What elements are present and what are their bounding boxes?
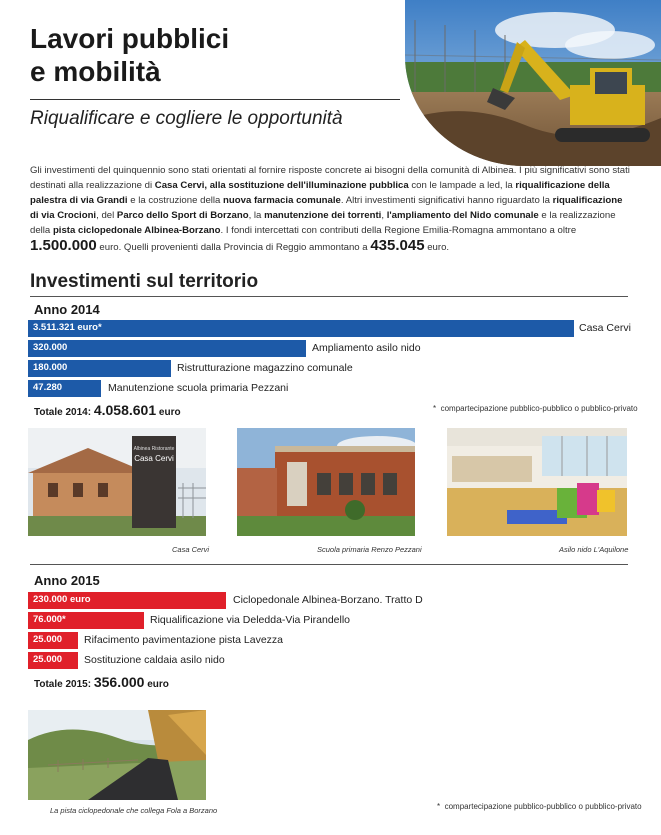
caption-ciclopedonale: La pista ciclopedonale che collega Fola a Borzano: [50, 806, 218, 815]
section-title: Investimenti sul territorio: [30, 271, 259, 292]
bar-2015-lavezza: [28, 632, 78, 649]
total-2014: Totale 2014: 4.058.601 euro: [34, 402, 181, 418]
bar-label: Ciclopedonale Albinea-Borzano. Tratto D: [233, 594, 423, 606]
casa-cervi-photo: [28, 428, 206, 536]
bar-label: Sostituzione caldaia asilo nido: [84, 654, 225, 666]
total-2015: Totale 2015: 356.000 euro: [34, 674, 169, 690]
page-subtitle: Riqualificare e cogliere le opportunità: [30, 108, 343, 129]
title-divider: [30, 99, 400, 100]
bar-value: 25.000: [33, 654, 63, 665]
bar-2015-caldaia: [28, 652, 78, 669]
bars-2014: [28, 320, 631, 400]
sign-line-2: Casa Cervi: [134, 454, 174, 463]
bar-value: 3.511.321 euro*: [33, 322, 102, 333]
asilo-nido-photo: [447, 428, 627, 536]
bar-value: 25.000: [33, 634, 63, 645]
bars-2015: [28, 592, 628, 672]
excavator-photo: [405, 0, 661, 166]
section-divider-2015: [30, 564, 628, 565]
bar-value: 47.280: [33, 382, 63, 393]
regional-funds-amount: 1.500.000: [30, 237, 97, 254]
title-line-1: Lavori pubblici: [30, 23, 230, 54]
bar-label: Manutenzione scuola primaria Pezzani: [108, 382, 289, 394]
intro-paragraph: Gli investimenti del quinquennio sono stati orientati al fornire risposte concrete ai bisogni della comunità di Albinea. I più significativi sono stati destinati alla realizzazione di Casa Cervi, alla sostituzione dell'illuminazione pubblica con le lampade a led, la riqualificazione della palestra di via Grandi e la costruzione della nuova farmacia comunale. Altri investimenti significativi hanno riguardato la riqualificazione di via Crocioni, del Parco dello Sport di Borzano, la manutenzione dei torrenti, l'ampliamento del Nido comunale e la realizzazione della pista ciclopedonale Albinea-Borzano. I fondi intercettati con contributi della Regione Emilia-Romagna ammontano a oltre 1.500.000 euro. Quelli provenienti dalla Provincia di Reggio ammontano a 435.045 euro.: [30, 165, 630, 254]
bar-label: Casa Cervi: [579, 322, 631, 334]
footnote-2014: * compartecipazione pubblico-pubblico o pubblico-privato: [433, 404, 638, 413]
page-title: [30, 22, 229, 88]
provincial-funds-amount: 435.045: [370, 237, 425, 254]
bar-2015-deledda: [28, 612, 144, 629]
footnote-2015: * compartecipazione pubblico-pubblico o pubblico-privato: [437, 802, 642, 811]
section-divider: [30, 296, 628, 297]
bar-2015-ciclopedonale: [28, 592, 226, 609]
pezzani-school-photo: [237, 428, 415, 536]
caption-asilo: Asilo nido L'Aquilone: [559, 545, 629, 554]
bar-2014-magazzino: [28, 360, 171, 377]
bar-2014-pezzani: [28, 380, 101, 397]
bar-value: 230.000 euro: [33, 594, 91, 605]
year-2015-label: Anno 2015: [34, 573, 100, 588]
caption-casa-cervi: Casa Cervi: [172, 545, 210, 554]
bar-2014-casa-cervi: [28, 320, 574, 337]
caption-pezzani: Scuola primaria Renzo Pezzani: [317, 545, 422, 554]
title-line-2: e mobilità: [30, 56, 161, 87]
bar-value: 180.000: [33, 362, 68, 373]
bar-value: 76.000*: [33, 614, 66, 625]
bar-label: Rifacimento pavimentazione pista Lavezza: [84, 634, 284, 646]
bar-label: Ristrutturazione magazzino comunale: [177, 362, 353, 374]
year-2014-label: Anno 2014: [34, 302, 100, 317]
bar-label: Ampliamento asilo nido: [312, 342, 421, 354]
bar-label: Riqualificazione via Deledda-Via Pirandello: [150, 614, 351, 626]
bar-value: 320.000: [33, 342, 68, 353]
sign-line-1: Albinea Ristorante: [133, 446, 175, 452]
ciclopedonale-photo: [28, 710, 206, 800]
bar-2014-asilo-nido: [28, 340, 306, 357]
